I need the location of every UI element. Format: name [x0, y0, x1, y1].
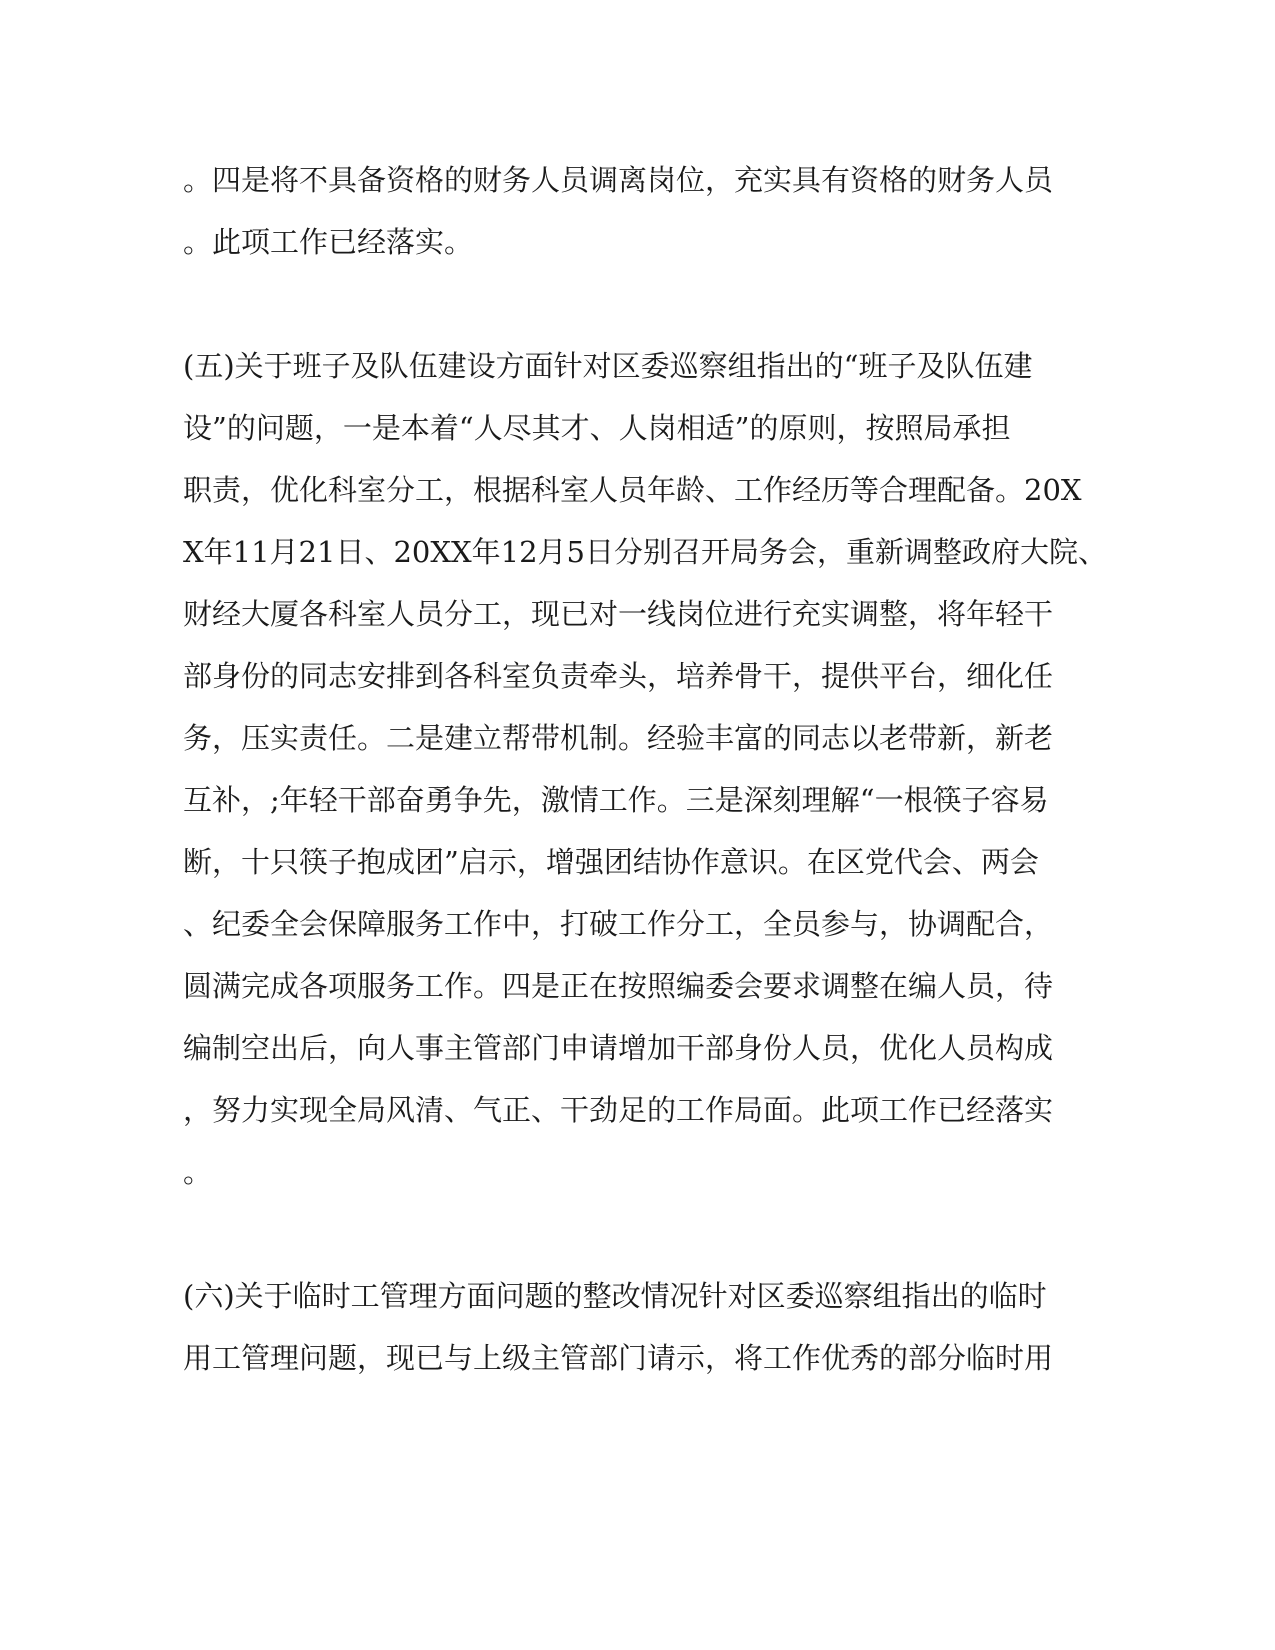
text-line: 职责，优化科室分工，根据科室人员年龄、工作经历等合理配备。20X	[183, 473, 1082, 507]
text-line: ，努力实现全局风清、气正、干劲足的工作局面。此项工作已经落实	[183, 1093, 1054, 1127]
text-line: 圆满完成各项服务工作。四是正在按照编委会要求调整在编人员，待	[183, 969, 1054, 1003]
text-line: (六)关于临时工管理方面问题的整改情况针对区委巡察组指出的临时	[183, 1279, 1047, 1313]
text-line: 断，十只筷子抱成团”启示，增强团结协作意识。在区党代会、两会	[183, 845, 1039, 879]
text-line: 。此项工作已经落实。	[183, 225, 474, 259]
text-line: 财经大厦各科室人员分工，现已对一线岗位进行充实调整，将年轻干	[183, 597, 1054, 631]
text-line: X年11月21日、20XX年12月5日分别召开局务会，重新调整政府大院、	[183, 535, 1107, 569]
text-line: 部身份的同志安排到各科室负责牵头，培养骨干，提供平台，细化任	[183, 659, 1054, 693]
text-line: 设”的问题，一是本着“人尽其才、人岗相适”的原则，按照局承担	[183, 411, 1011, 445]
text-line: 。	[183, 1155, 213, 1189]
text-line: 。四是将不具备资格的财务人员调离岗位，充实具有资格的财务人员	[183, 163, 1054, 197]
text-line: 务，压实责任。二是建立帮带机制。经验丰富的同志以老带新，新老	[183, 721, 1054, 755]
text-line: 用工管理问题，现已与上级主管部门请示，将工作优秀的部分临时用	[183, 1341, 1054, 1375]
text-line: 、纪委全会保障服务工作中，打破工作分工，全员参与，协调配合，	[183, 907, 1054, 941]
text-line: (五)关于班子及队伍建设方面针对区委巡察组指出的“班子及队伍建	[183, 349, 1033, 383]
text-line: 互补，;年轻干部奋勇争先，激情工作。三是深刻理解“一根筷子容易	[183, 783, 1049, 817]
text-line: 编制空出后，向人事主管部门申请增加干部身份人员，优化人员构成	[183, 1031, 1054, 1065]
